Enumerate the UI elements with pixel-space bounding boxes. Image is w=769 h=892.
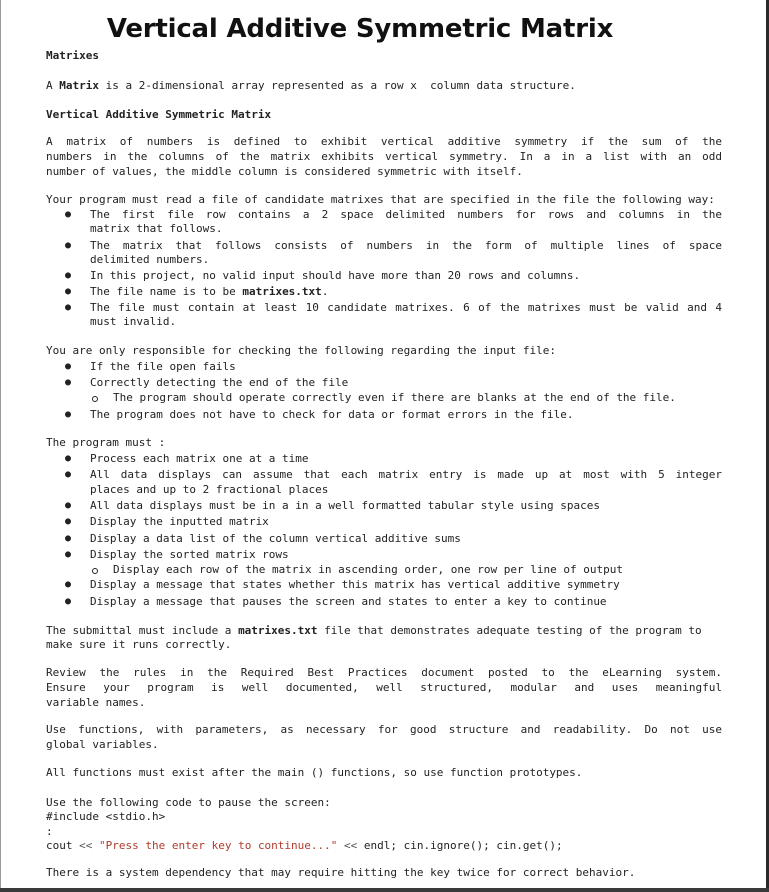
bullet-icon: ● xyxy=(65,579,72,590)
code-operator: << xyxy=(344,839,358,852)
read-item-5-line-2: must invalid. xyxy=(90,315,177,328)
matrix-def-bold: Matrix xyxy=(59,79,99,92)
read-item-4-post: . xyxy=(321,285,329,298)
functions-line-2: global variables. xyxy=(46,738,159,751)
must-item-3: All data displays must be in a in a well formatted tabular style using spaces xyxy=(90,499,600,512)
review-line-3: variable names. xyxy=(46,696,146,709)
matrix-def-pre: A xyxy=(46,79,60,92)
read-item-1-line-1: The first file row contains a 2 space delimited numbers for rows and columns in the xyxy=(90,208,722,221)
submittal-line-1 xyxy=(46,624,702,638)
heading-matrixes: Matrixes xyxy=(46,49,99,62)
must-sub-item: Display each row of the matrix in ascending order, one row per line of output xyxy=(113,563,623,576)
must-item-7: Display a message that states whether this matrix has vertical additive symmetry xyxy=(90,578,620,591)
page-border-bottom xyxy=(0,888,769,892)
must-intro: The program must : xyxy=(46,436,166,449)
bullet-icon: ● xyxy=(65,500,72,511)
bullet-icon: ● xyxy=(65,361,72,372)
read-item-2-line-2: delimited numbers. xyxy=(90,253,210,266)
page-title: Vertical Additive Symmetric Matrix xyxy=(106,14,614,44)
must-item-2-line-2: places and up to 2 fractional places xyxy=(90,483,329,496)
bullet-icon: ● xyxy=(65,596,72,607)
resp-item-3: The program does not have to check for data or format errors in the file. xyxy=(90,408,574,421)
heading-vertical-additive: Vertical Additive Symmetric Matrix xyxy=(46,108,272,121)
submittal-filename: matrixes.txt xyxy=(238,624,318,637)
must-item-5: Display a data list of the column vertical additive sums xyxy=(90,532,461,545)
sub-bullet-icon xyxy=(92,568,98,574)
bullet-icon: ● xyxy=(65,302,72,313)
bullet-icon: ● xyxy=(65,453,72,464)
pause-intro: Use the following code to pause the screen: xyxy=(46,796,331,809)
submittal-line-2: make sure it runs correctly. xyxy=(46,638,232,651)
must-item-6: Display the sorted matrix rows xyxy=(90,548,289,561)
read-item-5-line-1: The file must contain at least 10 candidate matrixes. 6 of the matrixes must be valid and 4 xyxy=(90,301,722,314)
include-line: #include <stdio.h> xyxy=(46,810,166,823)
code-line xyxy=(46,839,563,853)
sub-bullet-icon xyxy=(92,396,98,402)
code-string: "Press the enter key to continue..." xyxy=(92,839,345,852)
footer-note: There is a system dependency that may require hitting the key twice for correct behavior. xyxy=(46,866,636,879)
read-item-4 xyxy=(90,285,328,299)
must-item-2-line-1: All data displays can assume that each matrix entry is made up at most with 5 integer xyxy=(90,468,722,481)
must-item-1: Process each matrix one at a time xyxy=(90,452,309,465)
bullet-icon: ● xyxy=(65,469,72,480)
page-border-left xyxy=(0,0,1,892)
review-line-2: Ensure your program is well documented, well structured, modular and uses meaningful xyxy=(46,681,722,694)
resp-item-1: If the file open fails xyxy=(90,360,236,373)
read-item-1-line-2: matrix that follows. xyxy=(90,222,223,235)
resp-sub-item: The program should operate correctly even if there are blanks at the end of the file. xyxy=(113,391,676,404)
code-rest: endl; cin.ignore(); cin.get(); xyxy=(357,839,563,852)
read-item-2-line-1: The matrix that follows consists of numbers in the form of multiple lines of space xyxy=(90,239,722,252)
submittal-pre: The submittal must include a xyxy=(46,624,239,637)
read-item-4-filename: matrixes.txt xyxy=(242,285,322,298)
submittal-post: file that demonstrates adequate testing of the program to xyxy=(317,624,702,637)
read-item-3: In this project, no valid input should have more than 20 rows and columns. xyxy=(90,269,581,282)
bullet-icon: ● xyxy=(65,377,72,388)
matrix-def-post: is a 2-dimensional array represented as a row x column data structure. xyxy=(99,79,576,92)
definition-line-2: numbers in the columns of the matrix exhibits vertical symmetry. In a in a list with an odd xyxy=(46,150,722,163)
bullet-icon: ● xyxy=(65,270,72,281)
bullet-icon: ● xyxy=(65,516,72,527)
bullet-icon: ● xyxy=(65,209,72,220)
bullet-icon: ● xyxy=(65,409,72,420)
matrix-definition xyxy=(46,79,576,93)
read-item-4-pre: The file name is to be xyxy=(90,285,243,298)
definition-line-3: number of values, the middle column is considered symmetric with itself. xyxy=(46,165,523,178)
bullet-icon: ● xyxy=(65,240,72,251)
responsible-intro: You are only responsible for checking the following regarding the input file: xyxy=(46,344,556,357)
code-cout: cout xyxy=(46,839,80,852)
prototypes-note: All functions must exist after the main () functions, so use function prototypes. xyxy=(46,766,583,779)
resp-item-2: Correctly detecting the end of the file xyxy=(90,376,349,389)
code-operator: << xyxy=(79,839,93,852)
bullet-icon: ● xyxy=(65,549,72,560)
bullet-icon: ● xyxy=(65,533,72,544)
definition-line-1: A matrix of numbers is defined to exhibit vertical additive symmetry if the sum of the xyxy=(46,135,722,148)
must-item-4: Display the inputted matrix xyxy=(90,515,269,528)
review-line-1: Review the rules in the Required Best Practices document posted to the eLearning system. xyxy=(46,666,722,679)
bullet-icon: ● xyxy=(65,286,72,297)
must-item-8: Display a message that pauses the screen and states to enter a key to continue xyxy=(90,595,607,608)
read-intro: Your program must read a file of candidate matrixes that are specified in the file the following way: xyxy=(46,193,715,206)
colon-line: : xyxy=(46,825,53,838)
functions-line-1: Use functions, with parameters, as necessary for good structure and readability. Do not use xyxy=(46,723,722,736)
